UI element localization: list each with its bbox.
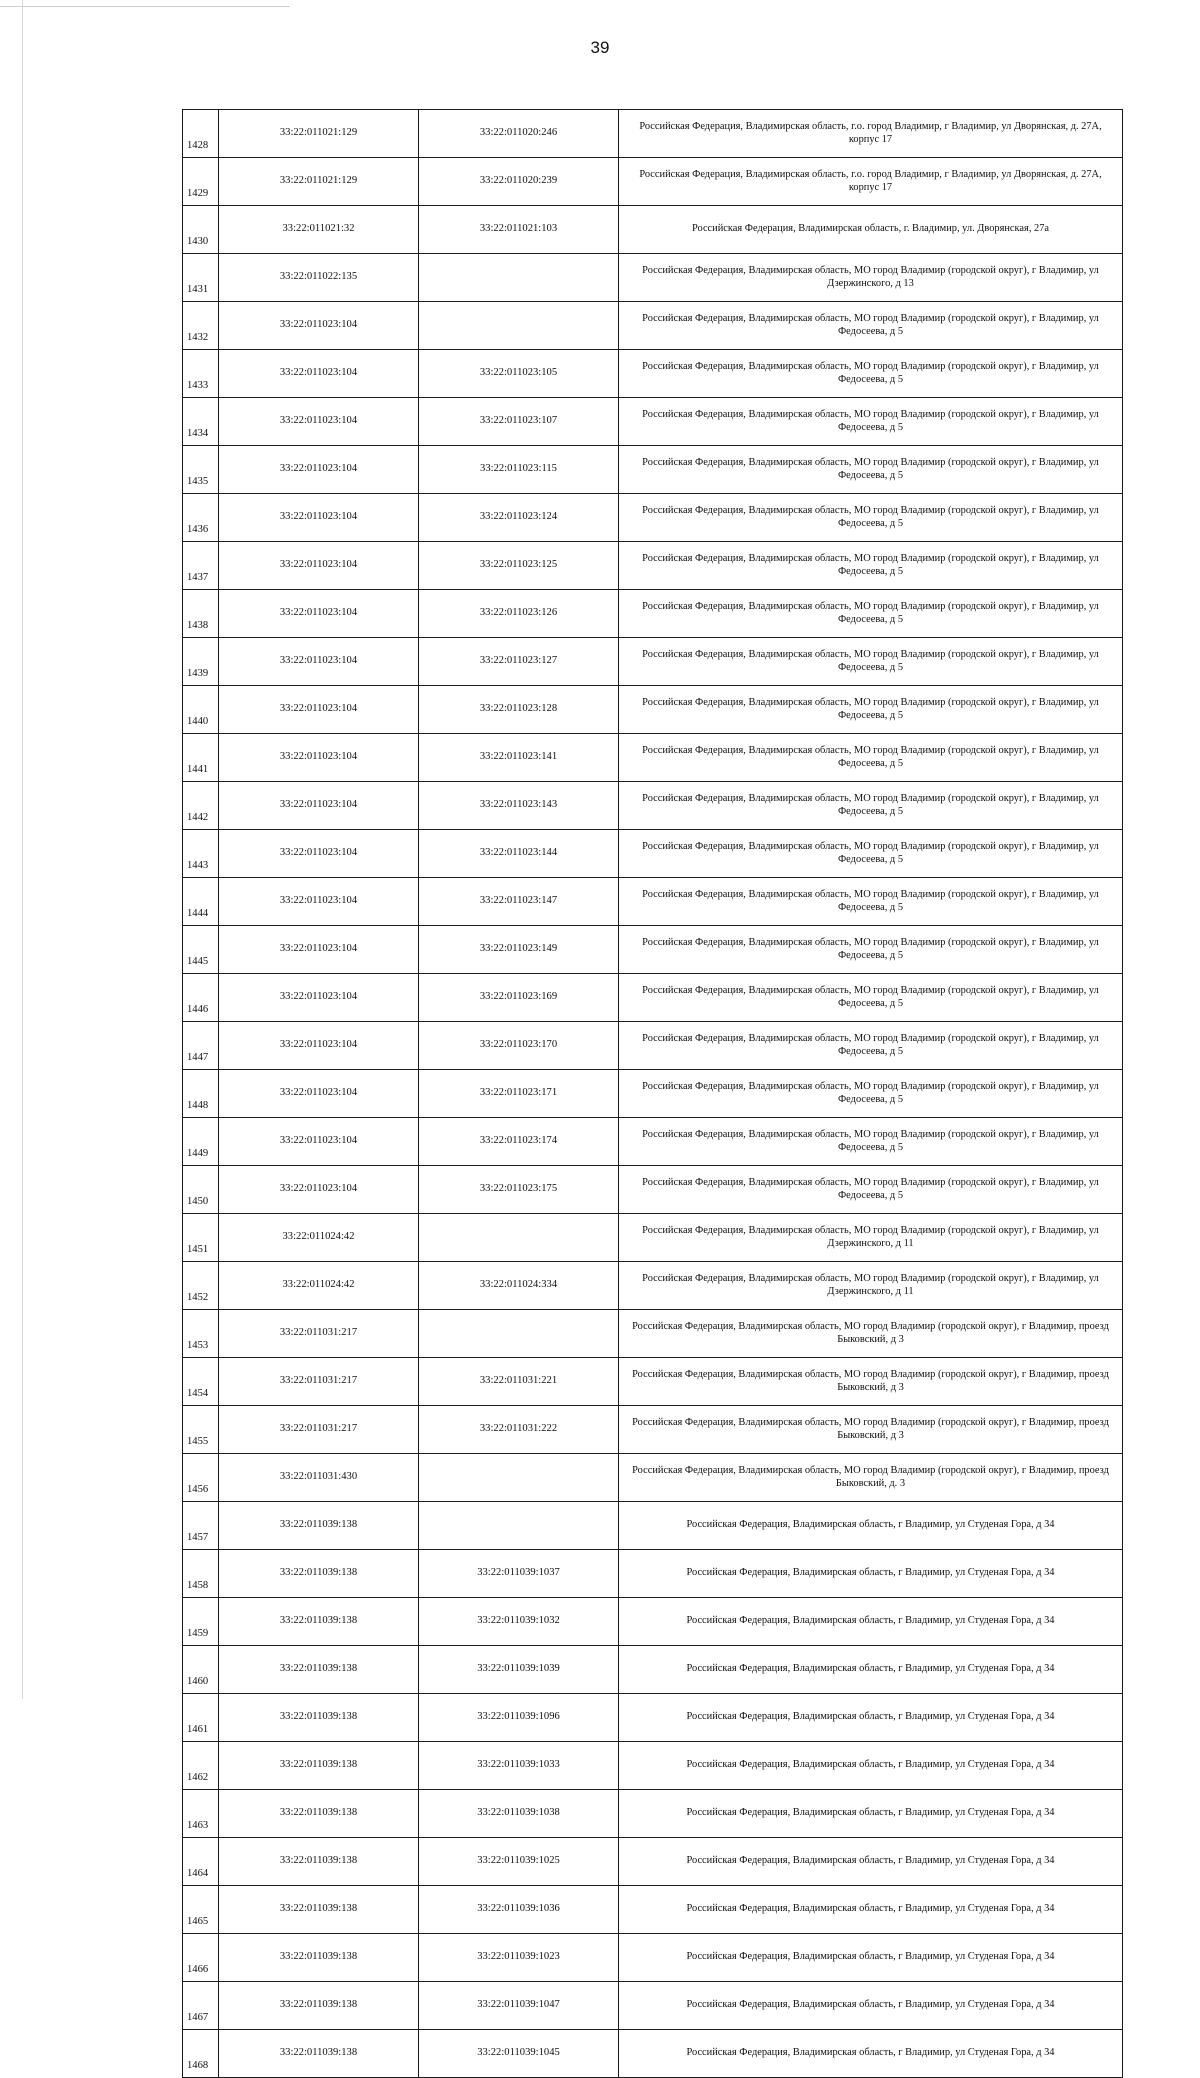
building-cadastral-number-cell: 33:22:011039:138	[219, 1838, 419, 1886]
row-number-cell: 1441	[183, 734, 219, 782]
row-number-cell: 1453	[183, 1310, 219, 1358]
building-cadastral-number-cell: 33:22:011023:104	[219, 1070, 419, 1118]
address-cell: Российская Федерация, Владимирская область, МО город Владимир (городской округ), г Владимир, ул Федосеева, д 5	[619, 1070, 1123, 1118]
page-number: 39	[590, 38, 610, 57]
premises-cadastral-number-cell: 33:22:011023:125	[419, 542, 619, 590]
building-cadastral-number-cell: 33:22:011023:104	[219, 1022, 419, 1070]
table-row	[183, 1406, 1123, 1454]
row-number-cell: 1461	[183, 1694, 219, 1742]
premises-cadastral-number-cell: 33:22:011039:1033	[419, 1742, 619, 1790]
building-cadastral-number-cell: 33:22:011039:138	[219, 1502, 419, 1550]
table-row	[183, 110, 1123, 158]
building-cadastral-number-cell: 33:22:011031:217	[219, 1310, 419, 1358]
premises-cadastral-number-cell: 33:22:011023:105	[419, 350, 619, 398]
building-cadastral-number-cell: 33:22:011024:42	[219, 1262, 419, 1310]
address-cell: Российская Федерация, Владимирская область, МО город Владимир (городской округ), г Владимир, ул Федосеева, д 5	[619, 302, 1123, 350]
row-number-cell: 1429	[183, 158, 219, 206]
table-row	[183, 782, 1123, 830]
premises-cadastral-number-cell: 33:22:011039:1038	[419, 1790, 619, 1838]
address-cell: Российская Федерация, Владимирская область, МО город Владимир (городской округ), г Владимир, ул Федосеева, д 5	[619, 734, 1123, 782]
table-row	[183, 542, 1123, 590]
row-number-cell: 1434	[183, 398, 219, 446]
address-cell: Российская Федерация, Владимирская область, г Владимир, ул Студеная Гора, д 34	[619, 1982, 1123, 2030]
premises-cadastral-number-cell	[419, 302, 619, 350]
table-row	[183, 158, 1123, 206]
row-number-cell: 1444	[183, 878, 219, 926]
address-cell: Российская Федерация, Владимирская область, г Владимир, ул Студеная Гора, д 34	[619, 1790, 1123, 1838]
building-cadastral-number-cell: 33:22:011039:138	[219, 1694, 419, 1742]
building-cadastral-number-cell: 33:22:011022:135	[219, 254, 419, 302]
row-number-cell: 1440	[183, 686, 219, 734]
row-number-cell: 1438	[183, 590, 219, 638]
premises-cadastral-number-cell: 33:22:011039:1096	[419, 1694, 619, 1742]
table-row	[183, 206, 1123, 254]
table-row	[183, 1550, 1123, 1598]
row-number-cell: 1463	[183, 1790, 219, 1838]
table-row	[183, 1262, 1123, 1310]
premises-cadastral-number-cell: 33:22:011023:128	[419, 686, 619, 734]
table-row	[183, 1214, 1123, 1262]
row-number-cell: 1445	[183, 926, 219, 974]
row-number-cell: 1460	[183, 1646, 219, 1694]
table-row	[183, 1310, 1123, 1358]
table-row	[183, 830, 1123, 878]
address-cell: Российская Федерация, Владимирская область, МО город Владимир (городской округ), г Владимир, ул Федосеева, д 5	[619, 686, 1123, 734]
building-cadastral-number-cell: 33:22:011023:104	[219, 830, 419, 878]
row-number-cell: 1435	[183, 446, 219, 494]
premises-cadastral-number-cell: 33:22:011039:1045	[419, 2030, 619, 2078]
table-row	[183, 1694, 1123, 1742]
address-cell: Российская Федерация, Владимирская область, МО город Владимир (городской округ), г Владимир, ул Дзержинского, д 11	[619, 1214, 1123, 1262]
address-cell: Российская Федерация, Владимирская область, МО город Владимир (городской округ), г Владимир, ул Федосеева, д 5	[619, 446, 1123, 494]
address-cell: Российская Федерация, Владимирская область, МО город Владимир (городской округ), г Владимир, проезд Быковский, д 3	[619, 1406, 1123, 1454]
premises-cadastral-number-cell: 33:22:011023:174	[419, 1118, 619, 1166]
address-cell: Российская Федерация, Владимирская область, г Владимир, ул Студеная Гора, д 34	[619, 1550, 1123, 1598]
table-row	[183, 1886, 1123, 1934]
premises-cadastral-number-cell	[419, 1310, 619, 1358]
row-number-cell: 1431	[183, 254, 219, 302]
premises-cadastral-number-cell: 33:22:011023:141	[419, 734, 619, 782]
premises-cadastral-number-cell: 33:22:011023:115	[419, 446, 619, 494]
row-number-cell: 1447	[183, 1022, 219, 1070]
building-cadastral-number-cell: 33:22:011023:104	[219, 974, 419, 1022]
building-cadastral-number-cell: 33:22:011039:138	[219, 1886, 419, 1934]
row-number-cell: 1451	[183, 1214, 219, 1262]
address-cell: Российская Федерация, Владимирская область, МО город Владимир (городской округ), г Владимир, ул Федосеева, д 5	[619, 398, 1123, 446]
table-row	[183, 446, 1123, 494]
row-number-cell: 1450	[183, 1166, 219, 1214]
table-row	[183, 686, 1123, 734]
premises-cadastral-number-cell: 33:22:011039:1025	[419, 1838, 619, 1886]
address-cell: Российская Федерация, Владимирская область, г.о. город Владимир, г Владимир, ул Дворянская, д. 27А, корпус 17	[619, 110, 1123, 158]
building-cadastral-number-cell: 33:22:011023:104	[219, 446, 419, 494]
table-row	[183, 1742, 1123, 1790]
premises-cadastral-number-cell	[419, 1214, 619, 1262]
table-row	[183, 1118, 1123, 1166]
table-row	[183, 590, 1123, 638]
premises-cadastral-number-cell: 33:22:011021:103	[419, 206, 619, 254]
row-number-cell: 1459	[183, 1598, 219, 1646]
scan-top-line	[0, 6, 290, 7]
row-number-cell: 1446	[183, 974, 219, 1022]
address-cell: Российская Федерация, Владимирская область, МО город Владимир (городской округ), г Владимир, ул Федосеева, д 5	[619, 542, 1123, 590]
row-number-cell: 1458	[183, 1550, 219, 1598]
premises-cadastral-number-cell: 33:22:011023:170	[419, 1022, 619, 1070]
building-cadastral-number-cell: 33:22:011021:129	[219, 110, 419, 158]
table-row	[183, 398, 1123, 446]
building-cadastral-number-cell: 33:22:011039:138	[219, 1790, 419, 1838]
table-row	[183, 302, 1123, 350]
table-row	[183, 1838, 1123, 1886]
table-row	[183, 1598, 1123, 1646]
table-row	[183, 1022, 1123, 1070]
address-cell: Российская Федерация, Владимирская область, МО город Владимир (городской округ), г Владимир, проезд Быковский, д 3	[619, 1310, 1123, 1358]
building-cadastral-number-cell: 33:22:011039:138	[219, 1934, 419, 1982]
address-cell: Российская Федерация, Владимирская область, МО город Владимир (городской округ), г Владимир, ул Дзержинского, д 11	[619, 1262, 1123, 1310]
premises-cadastral-number-cell: 33:22:011023:175	[419, 1166, 619, 1214]
premises-cadastral-number-cell: 33:22:011020:239	[419, 158, 619, 206]
address-cell: Российская Федерация, Владимирская область, МО город Владимир (городской округ), г Владимир, ул Федосеева, д 5	[619, 974, 1123, 1022]
building-cadastral-number-cell: 33:22:011023:104	[219, 734, 419, 782]
premises-cadastral-number-cell: 33:22:011023:144	[419, 830, 619, 878]
table-row	[183, 878, 1123, 926]
table-row	[183, 1070, 1123, 1118]
row-number-cell: 1467	[183, 1982, 219, 2030]
building-cadastral-number-cell: 33:22:011023:104	[219, 1118, 419, 1166]
address-cell: Российская Федерация, Владимирская область, МО город Владимир (городской округ), г Владимир, ул Федосеева, д 5	[619, 350, 1123, 398]
building-cadastral-number-cell: 33:22:011023:104	[219, 494, 419, 542]
building-cadastral-number-cell: 33:22:011023:104	[219, 1166, 419, 1214]
address-cell: Российская Федерация, Владимирская область, МО город Владимир (городской округ), г Владимир, проезд Быковский, д. 3	[619, 1454, 1123, 1502]
row-number-cell: 1465	[183, 1886, 219, 1934]
building-cadastral-number-cell: 33:22:011023:104	[219, 638, 419, 686]
building-cadastral-number-cell: 33:22:011023:104	[219, 398, 419, 446]
premises-cadastral-number-cell: 33:22:011023:143	[419, 782, 619, 830]
building-cadastral-number-cell: 33:22:011031:217	[219, 1358, 419, 1406]
table-row	[183, 1934, 1123, 1982]
address-cell: Российская Федерация, Владимирская область, г Владимир, ул Студеная Гора, д 34	[619, 1598, 1123, 1646]
address-cell: Российская Федерация, Владимирская область, МО город Владимир (городской округ), г Владимир, ул Федосеева, д 5	[619, 926, 1123, 974]
row-number-cell: 1443	[183, 830, 219, 878]
address-cell: Российская Федерация, Владимирская область, МО город Владимир (городской округ), г Владимир, ул Федосеева, д 5	[619, 1118, 1123, 1166]
building-cadastral-number-cell: 33:22:011023:104	[219, 878, 419, 926]
table-body	[183, 110, 1123, 2078]
address-cell: Российская Федерация, Владимирская область, МО город Владимир (городской округ), г Владимир, ул Федосеева, д 5	[619, 1022, 1123, 1070]
building-cadastral-number-cell: 33:22:011021:129	[219, 158, 419, 206]
premises-cadastral-number-cell: 33:22:011023:126	[419, 590, 619, 638]
table-row	[183, 1790, 1123, 1838]
row-number-cell: 1436	[183, 494, 219, 542]
premises-cadastral-number-cell: 33:22:011039:1047	[419, 1982, 619, 2030]
table-row	[183, 974, 1123, 1022]
premises-cadastral-number-cell: 33:22:011023:124	[419, 494, 619, 542]
premises-cadastral-number-cell: 33:22:011023:149	[419, 926, 619, 974]
premises-cadastral-number-cell: 33:22:011020:246	[419, 110, 619, 158]
address-cell: Российская Федерация, Владимирская область, г Владимир, ул Студеная Гора, д 34	[619, 1742, 1123, 1790]
row-number-cell: 1432	[183, 302, 219, 350]
address-cell: Российская Федерация, Владимирская область, г Владимир, ул Студеная Гора, д 34	[619, 1838, 1123, 1886]
building-cadastral-number-cell: 33:22:011023:104	[219, 350, 419, 398]
table-row	[183, 638, 1123, 686]
table-row	[183, 734, 1123, 782]
building-cadastral-number-cell: 33:22:011039:138	[219, 1550, 419, 1598]
table-row	[183, 254, 1123, 302]
table-row	[183, 1358, 1123, 1406]
row-number-cell: 1437	[183, 542, 219, 590]
building-cadastral-number-cell: 33:22:011023:104	[219, 542, 419, 590]
address-cell: Российская Федерация, Владимирская область, МО город Владимир (городской округ), г Владимир, ул Дзержинского, д 13	[619, 254, 1123, 302]
table-row	[183, 2030, 1123, 2078]
premises-cadastral-number-cell: 33:22:011023:127	[419, 638, 619, 686]
row-number-cell: 1454	[183, 1358, 219, 1406]
building-cadastral-number-cell: 33:22:011024:42	[219, 1214, 419, 1262]
row-number-cell: 1442	[183, 782, 219, 830]
row-number-cell: 1452	[183, 1262, 219, 1310]
address-cell: Российская Федерация, Владимирская область, МО город Владимир (городской округ), г Владимир, ул Федосеева, д 5	[619, 590, 1123, 638]
row-number-cell: 1455	[183, 1406, 219, 1454]
premises-cadastral-number-cell	[419, 1502, 619, 1550]
table-row	[183, 1166, 1123, 1214]
building-cadastral-number-cell: 33:22:011031:217	[219, 1406, 419, 1454]
scan-edge-line	[22, 0, 23, 1699]
premises-cadastral-number-cell: 33:22:011024:334	[419, 1262, 619, 1310]
row-number-cell: 1462	[183, 1742, 219, 1790]
row-number-cell: 1433	[183, 350, 219, 398]
address-cell: Российская Федерация, Владимирская область, г.о. город Владимир, г Владимир, ул Дворянская, д. 27А, корпус 17	[619, 158, 1123, 206]
table-row	[183, 1646, 1123, 1694]
building-cadastral-number-cell: 33:22:011023:104	[219, 302, 419, 350]
address-cell: Российская Федерация, Владимирская область, МО город Владимир (городской округ), г Владимир, ул Федосеева, д 5	[619, 638, 1123, 686]
address-cell: Российская Федерация, Владимирская область, МО город Владимир (городской округ), г Владимир, ул Федосеева, д 5	[619, 494, 1123, 542]
table-row	[183, 1982, 1123, 2030]
row-number-cell: 1439	[183, 638, 219, 686]
address-cell: Российская Федерация, Владимирская область, г Владимир, ул Студеная Гора, д 34	[619, 1694, 1123, 1742]
address-cell: Российская Федерация, Владимирская область, г Владимир, ул Студеная Гора, д 34	[619, 1886, 1123, 1934]
address-cell: Российская Федерация, Владимирская область, г Владимир, ул Студеная Гора, д 34	[619, 1934, 1123, 1982]
building-cadastral-number-cell: 33:22:011039:138	[219, 2030, 419, 2078]
building-cadastral-number-cell: 33:22:011039:138	[219, 1646, 419, 1694]
table-row	[183, 494, 1123, 542]
building-cadastral-number-cell: 33:22:011039:138	[219, 1742, 419, 1790]
address-cell: Российская Федерация, Владимирская область, МО город Владимир (городской округ), г Владимир, ул Федосеева, д 5	[619, 878, 1123, 926]
premises-cadastral-number-cell: 33:22:011031:221	[419, 1358, 619, 1406]
premises-cadastral-number-cell: 33:22:011039:1039	[419, 1646, 619, 1694]
address-cell: Российская Федерация, Владимирская область, г Владимир, ул Студеная Гора, д 34	[619, 2030, 1123, 2078]
building-cadastral-number-cell: 33:22:011023:104	[219, 590, 419, 638]
building-cadastral-number-cell: 33:22:011039:138	[219, 1982, 419, 2030]
building-cadastral-number-cell: 33:22:011023:104	[219, 782, 419, 830]
building-cadastral-number-cell: 33:22:011021:32	[219, 206, 419, 254]
row-number-cell: 1449	[183, 1118, 219, 1166]
row-number-cell: 1430	[183, 206, 219, 254]
premises-cadastral-number-cell: 33:22:011039:1036	[419, 1886, 619, 1934]
row-number-cell: 1428	[183, 110, 219, 158]
premises-cadastral-number-cell	[419, 1454, 619, 1502]
table-row	[183, 350, 1123, 398]
address-cell: Российская Федерация, Владимирская область, МО город Владимир (городской округ), г Владимир, ул Федосеева, д 5	[619, 830, 1123, 878]
address-cell: Российская Федерация, Владимирская область, г Владимир, ул Студеная Гора, д 34	[619, 1646, 1123, 1694]
premises-cadastral-number-cell	[419, 254, 619, 302]
premises-cadastral-number-cell: 33:22:011023:171	[419, 1070, 619, 1118]
premises-cadastral-number-cell: 33:22:011039:1037	[419, 1550, 619, 1598]
address-cell: Российская Федерация, Владимирская область, МО город Владимир (городской округ), г Владимир, ул Федосеева, д 5	[619, 1166, 1123, 1214]
row-number-cell: 1466	[183, 1934, 219, 1982]
row-number-cell: 1456	[183, 1454, 219, 1502]
building-cadastral-number-cell: 33:22:011031:430	[219, 1454, 419, 1502]
premises-cadastral-number-cell: 33:22:011039:1032	[419, 1598, 619, 1646]
premises-cadastral-number-cell: 33:22:011023:107	[419, 398, 619, 446]
premises-cadastral-number-cell: 33:22:011023:169	[419, 974, 619, 1022]
row-number-cell: 1464	[183, 1838, 219, 1886]
table-row	[183, 1502, 1123, 1550]
row-number-cell: 1468	[183, 2030, 219, 2078]
cadastral-table	[182, 109, 1123, 2078]
premises-cadastral-number-cell: 33:22:011023:147	[419, 878, 619, 926]
premises-cadastral-number-cell: 33:22:011031:222	[419, 1406, 619, 1454]
table-row	[183, 1454, 1123, 1502]
address-cell: Российская Федерация, Владимирская область, МО город Владимир (городской округ), г Владимир, ул Федосеева, д 5	[619, 782, 1123, 830]
address-cell: Российская Федерация, Владимирская область, МО город Владимир (городской округ), г Владимир, проезд Быковский, д 3	[619, 1358, 1123, 1406]
building-cadastral-number-cell: 33:22:011023:104	[219, 926, 419, 974]
row-number-cell: 1457	[183, 1502, 219, 1550]
row-number-cell: 1448	[183, 1070, 219, 1118]
address-cell: Российская Федерация, Владимирская область, г Владимир, ул Студеная Гора, д 34	[619, 1502, 1123, 1550]
table-row	[183, 926, 1123, 974]
building-cadastral-number-cell: 33:22:011023:104	[219, 686, 419, 734]
building-cadastral-number-cell: 33:22:011039:138	[219, 1598, 419, 1646]
premises-cadastral-number-cell: 33:22:011039:1023	[419, 1934, 619, 1982]
address-cell: Российская Федерация, Владимирская область, г. Владимир, ул. Дворянская, 27а	[619, 206, 1123, 254]
